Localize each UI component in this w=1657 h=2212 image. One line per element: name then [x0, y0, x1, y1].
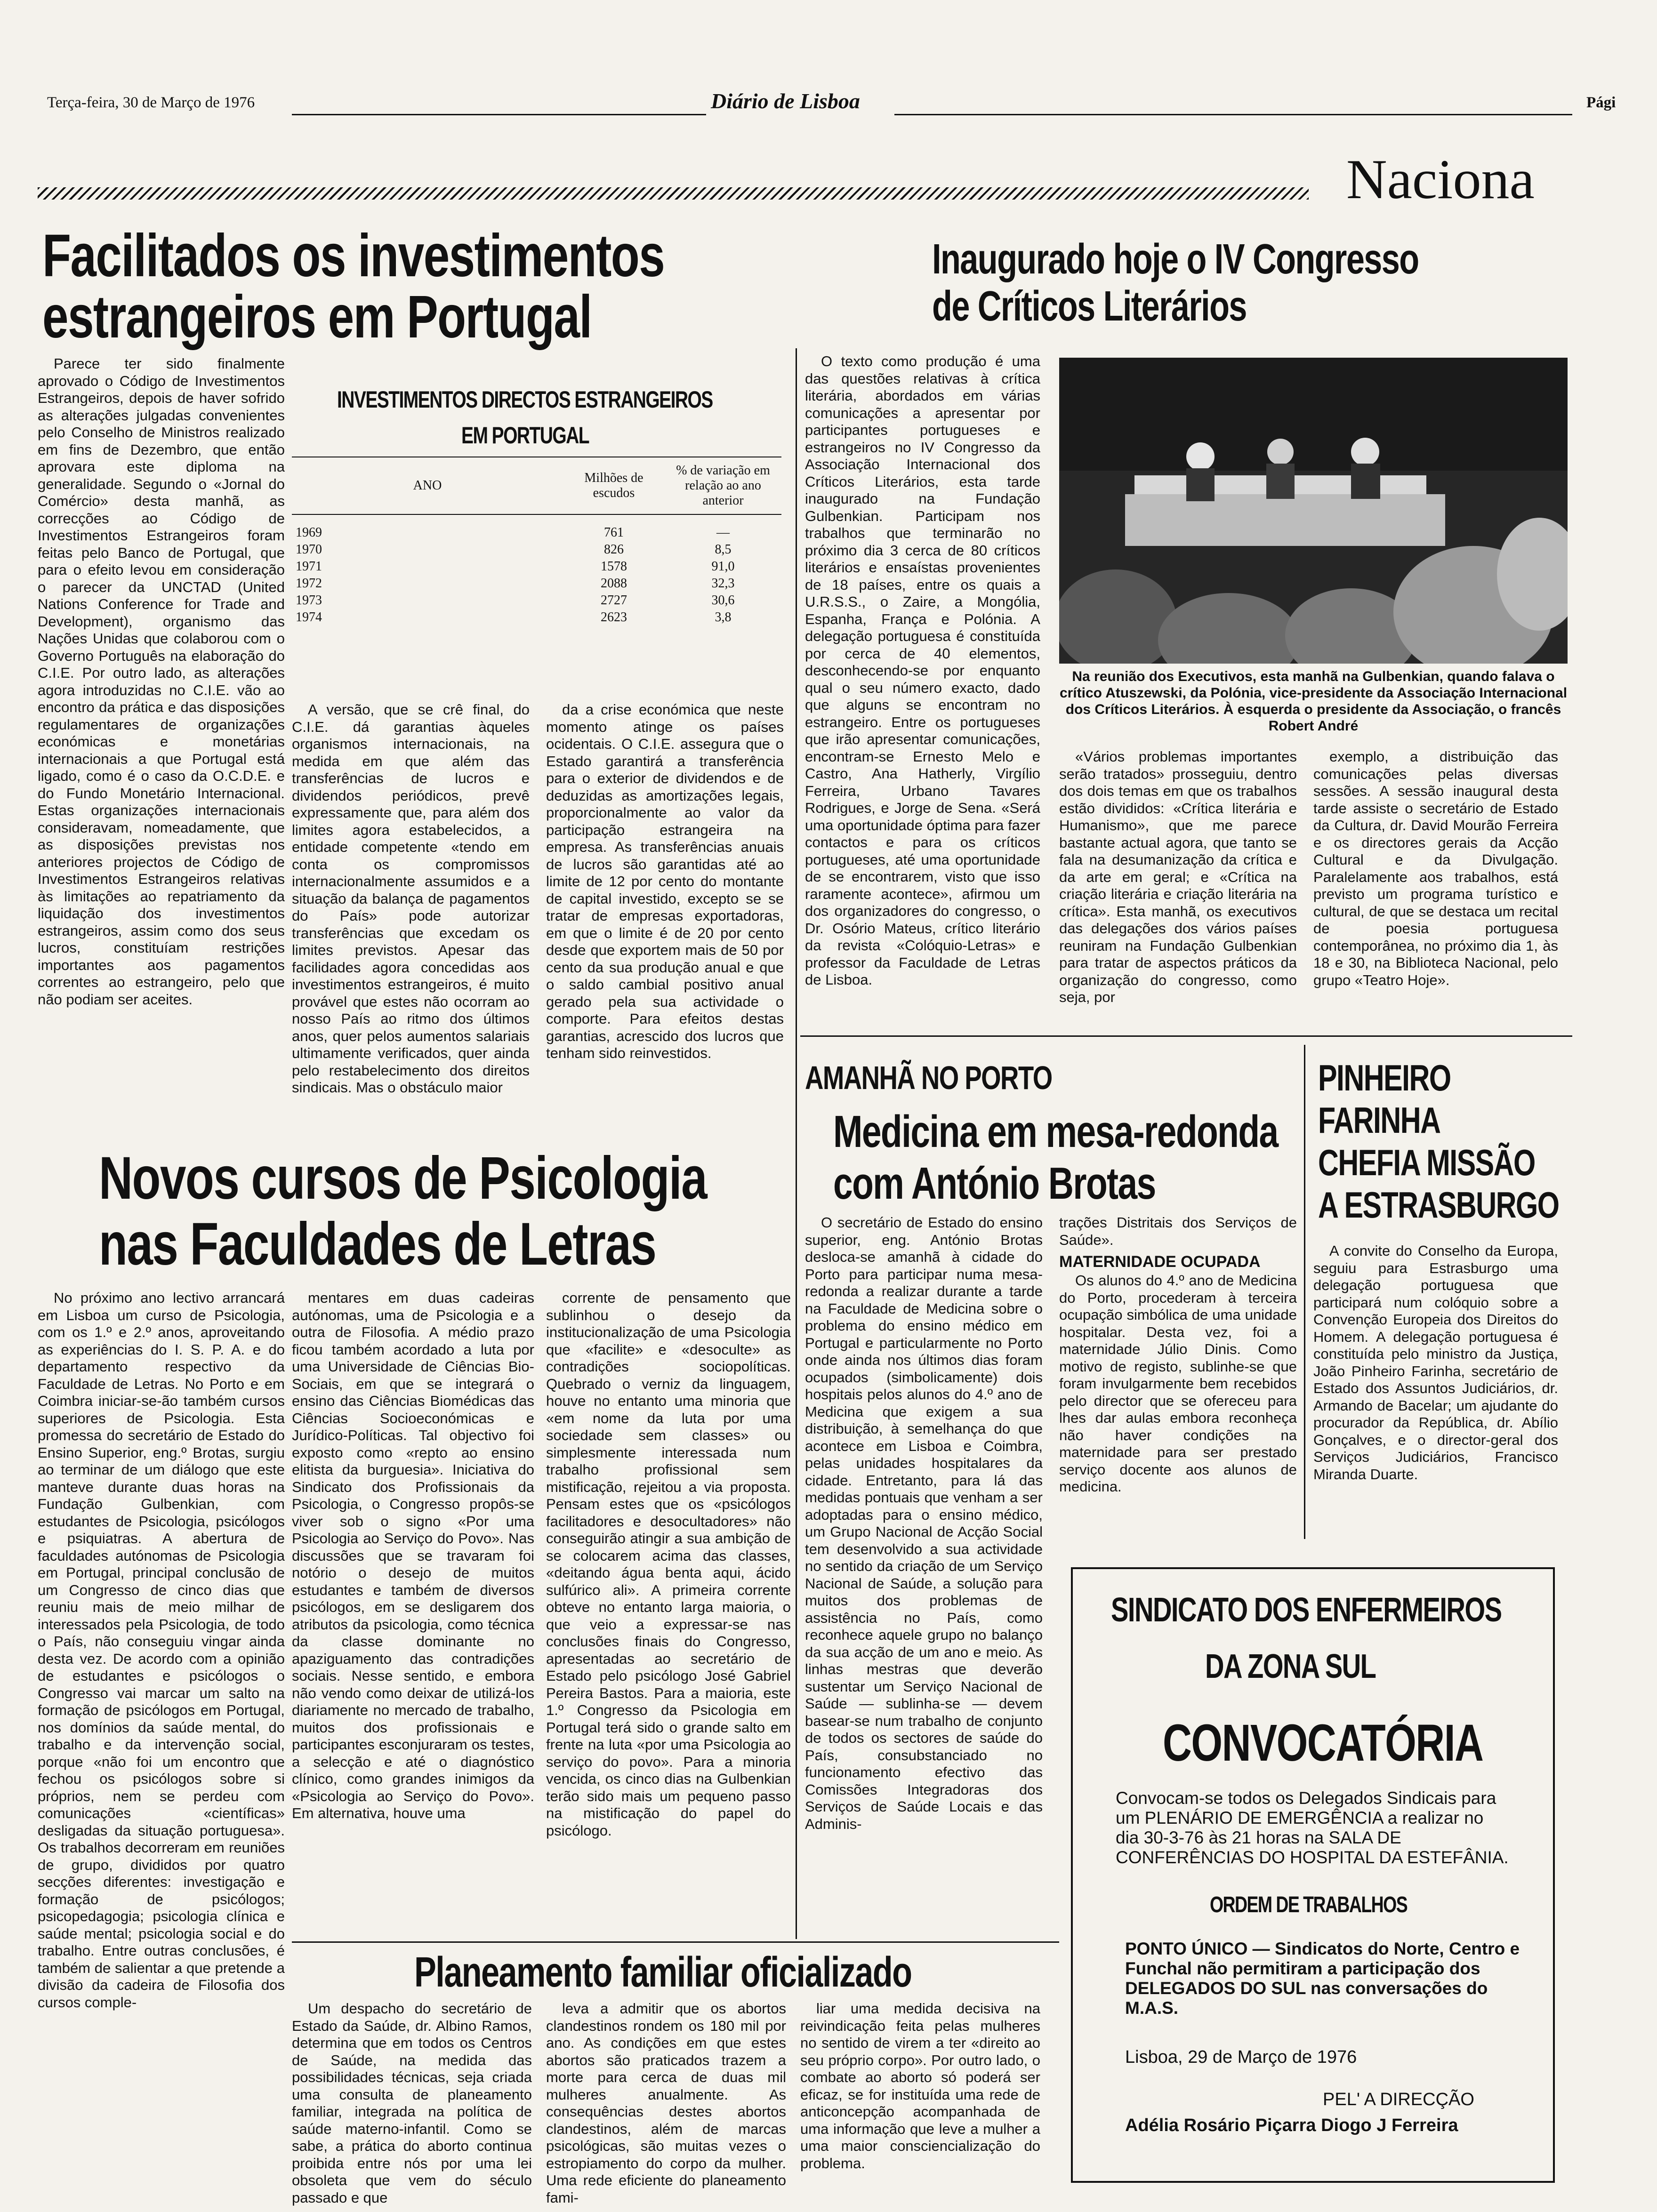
header-ano: ANO [413, 478, 442, 493]
congresso-headline-2: de Críticos Literários [932, 283, 1247, 330]
masthead-rule-right [894, 114, 1572, 115]
sindicato-date: Lisboa, 29 de Março de 1976 [1125, 2047, 1357, 2067]
table-row [292, 575, 781, 592]
psicologia-col-1 [38, 1290, 285, 2203]
row-variacao: 30,6 [711, 593, 735, 608]
medicina-col-1 [805, 1214, 1043, 1934]
sindicato-title-3: CONVOCATÓRIA [1163, 1714, 1483, 1772]
row-ano: 1972 [296, 576, 322, 591]
investimentos-headline-2: estrangeiros em Portugal [42, 283, 592, 351]
table-row [292, 609, 781, 626]
medicina-headline-1: Medicina em mesa-redonda [833, 1106, 1278, 1157]
table-row [292, 524, 781, 541]
masthead-rule-left [292, 114, 706, 115]
sindicato-ponto: PONTO ÚNICO — Sindicatos do Norte, Centro e Funchal não permitiram a participação dos DELEGADOS DO SUL nas conversações do M.A.S. [1125, 1939, 1520, 2018]
investimentos-col-2-text: A versão, que se crê final, do C.I.E. dá garantias àqueles organismos internacionais, na medida em que além das transferências de lucros e dividendos periódicos, prevê expressamente que, para além dos limites agora estabelecidos, a entidade competente «tendo em conta os compromissos internacionalmente assumidos e a situação da balança de pagamentos do País» pode autorizar transferências que excedam os limites previstos. Apesar das facilidades agora concedidas aos investimentos estrangeiros, é muito provável que estes não ocorram ao nosso País ao ritmo dos últimos anos, quer pelos aumentos salariais ultimamente verificados, quer ainda pelo restabelecimento dos direitos sindicais. Mas o obstáculo maior [292, 701, 530, 1096]
congress-photo-caption: Na reunião dos Executivos, esta manhã na Gulbenkian, quando falava o crítico Atuszewski, da Polónia, vice-presidente da Associação Internacional dos Críticos Literários. À esquerda o presidente da Associação, o francês Robert André [1059, 669, 1568, 734]
header-milhoes: Milhões de escudos [584, 471, 643, 500]
row-ano: 1969 [296, 525, 322, 540]
planeamento-col-3 [800, 2000, 1040, 2207]
masthead-page-label: Pági [1586, 94, 1616, 111]
header-variacao: % de variação em relação ao ano anterior [676, 463, 770, 508]
planeamento-col-2 [546, 2000, 786, 2207]
investimentos-col-1-text: Parece ter sido finalmente aprovado o Código de Investimentos Estrangeiros, depois de haver sofrido as alterações julgadas convenientes pelo Conselho de Ministros realizado em fins de Dezembro, que então aprovara este diploma na generalidade. Segundo o «Jornal do Comércio» desta manhã, as correcções ao Código de Investimentos Estrangeiros foram feitas pelo Banco de Portugal, que para o efeito levou em consideração o parecer da UNCTAD (United Nations Conference for Trade and Development), organismo das Nações Unidas que colaborou com o Governo Português na elaboração do C.I.E. Por outro lado, as alterações agora introduzidas no C.I.E. vão ao encontro da prática e das disposições regulamentares de organizações económicas e monetárias internacionais a que Portugal está ligado, como é o caso da O.C.D.E. e do Fundo Monetário Internacional. Estas organizações internacionais consideravam, nomeadamente, que as disposições previstas nos anteriores projectos de Código de Investimentos Estrangeiros relativas às limitações ao repatriamento da liquidação dos investimentos estrangeiros, assim como dos seus lucros, constituíam restrições importantes aos pagamentos correntes ao estrangeiro, pelo que não podiam ser aceites. [38, 355, 285, 1008]
congresso-col-1 [805, 353, 1040, 1031]
row-milhoes: 2727 [601, 593, 627, 608]
congresso-col-1-text: O texto como produção é uma das questões relativas à crítica literária, abordados em várias comunicações a apresentar por participantes portugueses e estrangeiros no IV Congresso da Associação Internacional dos Críticos Literários, esta tarde inaugurado na Fundação Gulbenkian. Participam nos trabalhos que terminarão no próximo dia 3 cerca de 80 críticos literários e ensaístas provenientes de 18 países, entre os quais a U.R.S.S., o Zaire, a Mongólia, Espanha, França e Polónia. A delegação portuguesa é constituída por cerca de 40 elementos, desconhecendo-se por enquanto qual o seu número exacto, dado que alguns se encontram no estrangeiro. Entre os portugueses que irão apresentar comunicações, encontram-se Ernesto Melo e Castro, Ana Hatherly, Virgílio Ferreira, Urbano Tavares Rodrigues, e Jorge de Sena. «Será uma oportunidade óptima para fazer contactos e para os críticos portugueses, até uma oportunidade de se encontrarem, visto que isso raramente acontece», afirmou um dos organizadores do congresso, o Dr. Osório Mateus, crítico literário da revista «Colóquio-Letras» e professor da Faculdade de Letras de Lisboa. [805, 353, 1040, 988]
congresso-col-2-text: «Vários problemas importantes serão tratados» prosseguiu, dentro dos dois temas em que os trabalhos estão divididos: «Crítica literária e Humanismo», que me parece bastante actual agora, que tanto se fala na desumanização da crítica e da arte em geral; e «Crítica na criação literária e criação literária na crítica». Esta manhã, os executivos das delegações dos vários países reuniram na Fundação Gulbenkian para tratar de aspectos práticos da organização do congresso, como seja, por [1059, 748, 1297, 1005]
row-milhoes: 761 [604, 525, 624, 540]
row-ano: 1970 [296, 542, 322, 557]
congresso-col-3 [1313, 748, 1558, 1031]
psicologia-col-1-text: No próximo ano lectivo arrancará em Lisboa um curso de Psicologia, com os 1.º e 2.º anos, aproveitando as experiências do I. S. P. A. e do departamento respectivo da Faculdade de Letras. No Porto e em Coimbra iniciar-se-ão também cursos superiores de Psicologia. Esta promessa do secretário de Estado do Ensino Superior, eng.º Brotas, surgiu ao terminar de um diálogo que este manteve durante duas horas na Fundação Gulbenkian, com estudantes de Psicologia, psicólogos e psiquiatras. A abertura de faculdades autónomas de Psicologia em Portugal, principal conclusão de um Congresso de cinco dias que reuniu mais de meio milhar de interessados pela Psicologia, de todo o País, não conseguiu vingar ainda desta vez. De acordo com a opinião de estudantes e psicólogos o Congresso vai marcar um salto na formação de psicólogos em Portugal, nos domínios da saúde mental, do trabalho e da intervenção social, porque «não foi um encontro que fechou os psicólogos sobre si próprios, nem se perdeu com comunicações «científicas» desligadas da situação portuguesa». Os trabalhos decorreram em reuniões de grupo, divididos por quatro secções diferentes: investigação e formação de psicólogos; psicopedagogia; psicologia clínica e saúde mental; psicologia social e do trabalho. Entre outras conclusões, é também de salientar a que pretende a divisão da cadeira de Filosofia dos cursos comple- [38, 1290, 285, 2011]
row-milhoes: 1578 [601, 559, 627, 574]
row-variacao: 8,5 [715, 542, 732, 557]
pinheiro-body-text: A convite do Conselho da Europa, seguiu para Estrasburgo uma delegação portuguesa que participará num colóquio sobre a Convenção Europeia dos Direitos do Homem. A delegação portuguesa é constituída pelo ministro da Justiça, João Pinheiro Farinha, secretário de Estado dos Assuntos Judiciários, dr. Armando de Bacelar; um ajudante do procurador da República, dr. Abílio Gonçalves, e o director-geral dos Serviços Judiciários, Francisco Miranda Duarte. [1313, 1242, 1558, 1483]
masthead-paper: Diário de Lisboa [711, 89, 860, 113]
investment-table [292, 377, 781, 697]
planeamento-col-1 [292, 2000, 532, 2207]
row-ano: 1971 [296, 559, 322, 574]
table-row [292, 558, 781, 575]
medicina-col-2 [1059, 1214, 1297, 1534]
sindicato-sign-2: Adélia Rosário Piçarra Diogo J Ferreira [1125, 2116, 1458, 2135]
investimentos-headline-1: Facilitados os investimentos [42, 222, 665, 289]
sindicato-sign-1: PEL' A DIRECÇÃO [1323, 2090, 1474, 2109]
investment-table-grid [292, 462, 781, 626]
row-ano: 1973 [296, 593, 322, 608]
congresso-col-2 [1059, 748, 1297, 1031]
row-variacao: 3,8 [715, 610, 732, 625]
planeamento-headline: Planeamento familiar oficializado [414, 1949, 912, 1996]
pinheiro-headline-3: CHEFIA MISSÃO [1318, 1142, 1535, 1183]
vertical-rule-right [1304, 1045, 1305, 1539]
table-row [292, 541, 781, 558]
psicologia-col-2-text: mentares em duas cadeiras autónomas, uma de Psicologia e a outra de Filosofia. A médio prazo ficou também acordado a luta por uma Universidade de Ciências Bio-Sociais, em que se integrará o ensino das Ciências Biomédicas das Ciências Socioeconómicas e Jurídico-Políticas. Tal objectivo foi exposto como «repto ao ensino elitista da burguesia». Iniciativa do Sindicato dos Profissionais da Psicologia, o Congresso propôs-se viver sob o signo «Por uma Psicologia ao Serviço do Povo». Nas discussões que se travaram foi notório o desejo de muitos estudantes e também de diversos psicólogos, em se desligarem dos atributos da psicologia, como técnica da classe dominante no apaziguamento das contradições sociais. Nesse sentido, e embora não vendo como deixar de utilizá-los diariamente no mercado de trabalho, muitos dos profissionais e participantes esconjuraram os testes, a selecção e até o diagnóstico clínico, como grandes inimigos da «Psicologia ao Serviço do Povo». Em alternativa, houve uma [292, 1290, 534, 1821]
row-ano: 1974 [296, 610, 322, 625]
row-variacao: — [716, 525, 730, 540]
row-milhoes: 826 [604, 542, 624, 557]
investment-table-title-2: EM PORTUGAL [461, 422, 589, 449]
row-variacao: 32,3 [711, 576, 735, 591]
row-variacao: 91,0 [711, 559, 735, 574]
pinheiro-headline-1: PINHEIRO [1318, 1057, 1451, 1098]
table-row [292, 592, 781, 609]
vertical-rule-center [796, 348, 797, 1130]
planeamento-col-1-text: Um despacho do secretário de Estado da Saúde, dr. Albino Ramos, determina que em todos os Centros de Saúde, na medida das possibilidades técnicas, seja criada uma consulta de planeamento familiar, integrada na política de saúde materno-infantil. Como se sabe, a prática do aborto continua proibida entre nós por uma lei obsoleta que vem do século passado e que [292, 2000, 532, 2206]
investimentos-col-1 [38, 355, 285, 1127]
row-milhoes: 2088 [601, 576, 627, 591]
planeamento-col-3-text: liar uma medida decisiva na reivindicação feita pelas mulheres no sentido de virem a ter «direito ao seu próprio corpo». Por outro lado, o combate ao aborto só poderá ser eficaz, se for instituída uma rede de anticoncepção acompanhada de uma informação que leve a mulher a uma maior consciencialização do problema. [800, 2000, 1040, 2172]
pinheiro-headline-4: A ESTRASBURGO [1318, 1184, 1559, 1226]
medicina-kicker: AMANHÃ NO PORTO [805, 1059, 1052, 1096]
psicologia-headline-2: nas Faculdades de Letras [99, 1210, 656, 1278]
sindicato-ordem: ORDEM DE TRABALHOS [1210, 1892, 1408, 1917]
investment-table-header-row [292, 462, 781, 509]
investimentos-col-3-text: da a crise económica que neste momento atinge os países ocidentais. O C.I.E. assegura que o Estado garantirá a transferência para o exterior de dividendos e de deduzidas as amortizações legais, proporcionalmente ao valor da participação estrangeira na empresa. As transferências anuais de lucros são garantidas até ao limite de 12 por cento do montante de capital investido, excepto se se tratar de empresas exportadoras, em que o limite é de 20 por cento desde que exportem mais de 50 por cento da sua produção anual e que o saldo cambial positivo anual gerado pela sua actividade o comporte. Para efeitos destas garantias, acrescido dos lucros que tenham sido reinvestidos. [546, 701, 784, 1061]
vertical-rule-lower [796, 1045, 797, 1939]
congresso-col-3-text: exemplo, a distribuição das comunicações pelas diversas sessões. A sessão inaugural desta tarde assiste o secretário de Estado da Cultura, dr. David Mourão Ferreira e os directores gerais da Acção Cultural e da Divulgação. Paralelamente aos trabalhos, está previsto um programa turístico e cultural, de que se destaca um recital de poesia portuguesa contemporânea, no próximo dia 1, às 18 e 30, na Biblioteca Nacional, pelo grupo «Teatro Hoje». [1313, 748, 1558, 988]
investimentos-col-3 [546, 701, 784, 1125]
psicologia-col-3 [546, 1290, 791, 1939]
investment-table-title-1: INVESTIMENTOS DIRECTOS ESTRANGEIROS [337, 386, 713, 413]
sindicato-title-1: SINDICATO DOS ENFERMEIROS [1111, 1591, 1502, 1629]
horizontal-rule-bottom [292, 1941, 1059, 1943]
horizontal-rule-middle [800, 1035, 1572, 1037]
sindicato-title-2: DA ZONA SUL [1205, 1648, 1376, 1685]
medicina-col-2-text: Os alunos do 4.º ano de Medicina do Porto, procederam à terceira ocupação simbólica de uma unidade hospitalar. Desta vez, foi a maternidade Júlio Dinis. Como motivo de registo, sublinhe-se que foram invulgarmente bem recebidos pelo director que se ofereceu para lhes dar aulas embora reconheça não haver condições na maternidade para ser prestado serviço docente aos alunos de medicina. [1059, 1272, 1297, 1495]
psicologia-headline-1: Novos cursos de Psicologia [99, 1145, 707, 1212]
psicologia-col-2 [292, 1290, 534, 1939]
medicina-col-2-top: trações Distritais dos Serviços de Saúde». [1059, 1214, 1297, 1248]
maternidade-subhead: MATERNIDADE OCUPADA [1059, 1253, 1261, 1271]
medicina-headline-2: com António Brotas [833, 1158, 1156, 1209]
section-title: Naciona [1346, 148, 1535, 210]
pinheiro-headline-2: FARINHA [1318, 1099, 1440, 1141]
planeamento-col-2-text: leva a admitir que os abortos clandestinos rondem os 180 mil por ano. As condições em que estes abortos são praticados trazem a morte para cerca de duas mil mulheres anualmente. As consequências destes abortos clandestinos, além de marcas psicológicas, são muitas vezes o estropiamento do corpo da mulher. Uma rede eficiente do planeamento fami- [546, 2000, 786, 2206]
congress-photo [1059, 358, 1568, 664]
congresso-headline-1: Inaugurado hoje o IV Congresso [932, 236, 1419, 283]
row-milhoes: 2623 [601, 610, 627, 625]
masthead-date: Terça-feira, 30 de Março de 1976 [47, 94, 255, 111]
congress-photo-image [1059, 358, 1568, 664]
investimentos-col-2 [292, 701, 530, 1125]
psicologia-col-3-text: corrente de pensamento que sublinhou o desejo da institucionalização de uma Psicologia que «facilite» e «desoculte» as contradições sociopolíticas. Quebrado o verniz da linguagem, houve no entanto uma minoria que «em nome da luta por uma sociedade sem classes» ou simplesmente interessada num trabalho profissional sem mistificação, rejeitou a via proposta. Pensam estes que os «psicólogos facilitadores e desocultadores» não conseguirão atingir a sua ambição de se colocarem acima das classes, «deitando água benta aqui, ácido sulfúrico ali». A primeira corrente obteve no entanto larga maioria, o que veio a expressar-se nas conclusões finais do Congresso, apresentadas ao secretário de Estado pelo psicólogo José Gabriel Pereira Bastos. Para a maioria, este 1.º Congresso da Psicologia em Portugal terá sido o grande salto em frente na luta «por uma Psicologia ao serviço do povo». Para a minoria vencida, os cinco dias na Gulbenkian terão sido mais um pequeno passo na mistificação do papel do psicólogo. [546, 1290, 791, 1839]
sindicato-body: Convocam-se todos os Delegados Sindicais para um PLENÁRIO DE EMERGÊNCIA a realizar no dia 30-3-76 às 21 horas na SALA DE CONFERÊNCIAS DO HOSPITAL DA ESTEFÂNIA. [1116, 1788, 1509, 1867]
pinheiro-body [1313, 1242, 1558, 1534]
medicina-col-1-text: O secretário de Estado do ensino superior, eng. António Brotas desloca-se amanhã à cidade do Porto para participar numa mesa-redonda a realizar durante a tarde na Faculdade de Medicina sobre o problema do ensino médico em Portugal e particularmente no Porto onde ainda nos últimos dias foram ocupados (simbolicamente) dois hospitais pelos alunos do 4.º ano de Medicina que exigem a sua distribuição, à semelhança do que acontece em Lisboa e Coimbra, pelas unidades hospitalares da cidade. Entretanto, para lá das medidas pontuais que venham a ser adoptadas para o ensino médico, um Grupo Nacional de Acção Social tem desenvolvido a sua actividade no sentido da criação de um Serviço Nacional de Saúde, a solução para muitos dos problemas de assistência no País, como reconhece aquele grupo no balanço da sua acção de um ano e meio. As linhas mestras que deverão sustentar um Serviço Nacional de Saúde — sublinha-se — devem basear-se num trabalho de conjunto de todos os sectores de saúde do País, consubstanciado no funcionamento efectivo das Comissões Integradoras dos Serviços de Saúde Locais e das Adminis- [805, 1214, 1043, 1832]
section-hatch-bar [38, 187, 1309, 200]
